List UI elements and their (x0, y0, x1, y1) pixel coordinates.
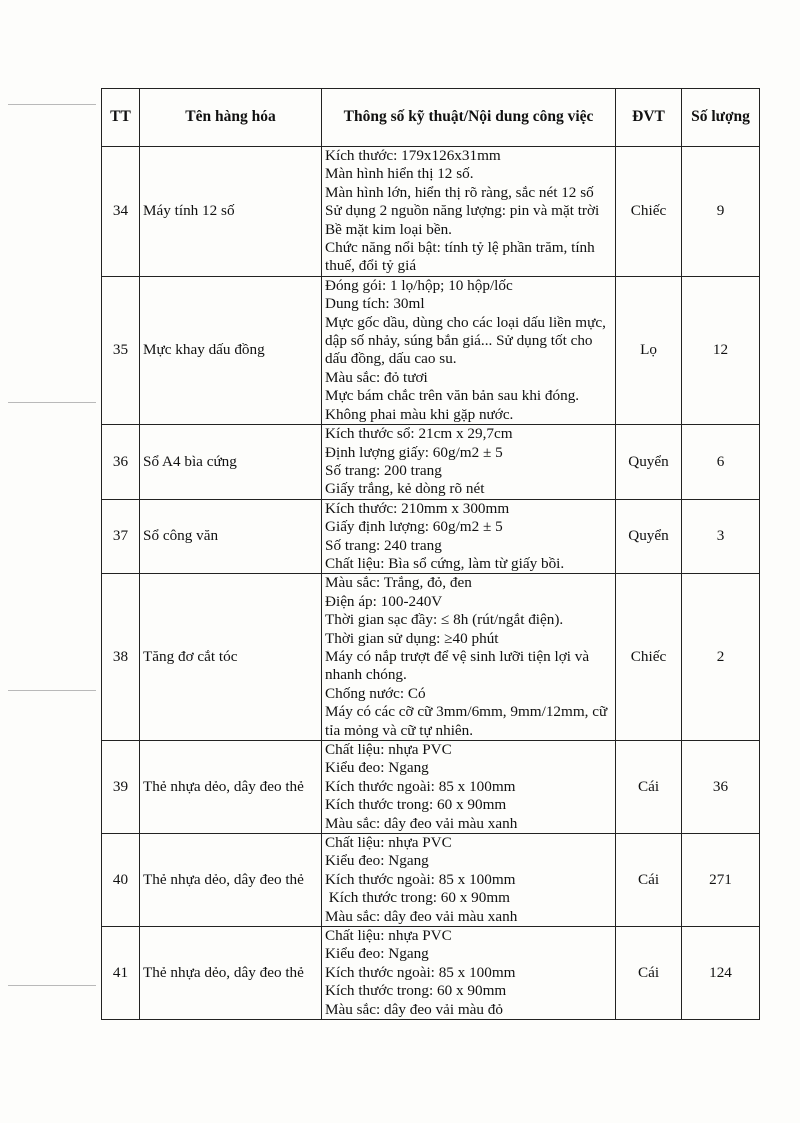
spec-line: Màn hình hiển thị 12 số. (325, 165, 474, 183)
spec-line: Kiểu đeo: Ngang (325, 945, 429, 963)
spec-line: Điện áp: 100-240V (325, 592, 443, 610)
spec-line: Máy có nắp trượt để vệ sinh lưỡi tiện lợi và nhanh chóng. (325, 647, 590, 684)
spec-line: Kích thước ngoài: 85 x 100mm (325, 777, 516, 795)
item-name: Mực khay dấu đồng (140, 276, 322, 424)
header-spec: Thông số kỹ thuật/Nội dung công việc (322, 89, 616, 147)
item-name: Thẻ nhựa dẻo, dây đeo thẻ (140, 927, 322, 1020)
item-unit: Quyển (616, 425, 682, 500)
item-name: Thẻ nhựa dẻo, dây đeo thẻ (140, 834, 322, 927)
spec-line: Máy có các cỡ cữ 3mm/6mm, 9mm/12mm, cữ tỉa mỏng và cữ tự nhiên. (325, 703, 608, 739)
spec-line: Màn hình lớn, hiển thị rõ ràng, sắc nét 12 số (325, 183, 594, 201)
spec-line: Chất liệu: Bìa sổ cứng, làm từ giấy bồi. (325, 554, 565, 572)
table-row (102, 834, 760, 927)
item-unit: Quyển (616, 499, 682, 574)
spec-line: Chất liệu: nhựa PVC (325, 927, 452, 945)
header-name: Tên hàng hóa (140, 89, 322, 147)
spec-line: Chức năng nổi bật: tính tỷ lệ phần trăm, tính thuế, đổi tỷ giá (325, 239, 595, 275)
spec-line: Kích thước trong: 60 x 90mm (325, 796, 507, 814)
spec-line: Định lượng giấy: 60g/m2 ± 5 (325, 443, 503, 461)
spec-line: Thời gian sạc đầy: ≤ 8h (rút/ngắt điện). (325, 611, 564, 629)
item-spec (322, 574, 616, 741)
item-spec (322, 425, 616, 500)
item-quantity: 6 (682, 425, 760, 500)
spec-line: Kích thước sổ: 21cm x 29,7cm (325, 425, 513, 443)
spec-line: Kích thước: 179x126x31mm (325, 147, 501, 164)
spec-line: Mực bám chắc trên văn bản sau khi đóng. Không phai màu khi gặp nước. (325, 387, 580, 423)
spec-line: Sử dụng 2 nguồn năng lượng: pin và mặt trời (325, 202, 600, 220)
item-name: Máy tính 12 số (140, 147, 322, 277)
row-number: 36 (102, 425, 140, 500)
item-unit: Chiếc (616, 574, 682, 741)
row-number: 39 (102, 741, 140, 834)
item-spec (322, 499, 616, 574)
item-quantity: 12 (682, 276, 760, 424)
spec-line: Màu sắc: đỏ tươi (325, 368, 428, 386)
row-number: 34 (102, 147, 140, 277)
spec-line: Kích thước: 210mm x 300mm (325, 499, 510, 517)
spec-line: Mực gốc dầu, dùng cho các loại dấu liền mực, dập số nhảy, súng bắn giá... Sử dụng tốt cho dấu đồng, dấu cao su. (325, 313, 606, 368)
item-unit: Lọ (616, 276, 682, 424)
goods-table (101, 88, 760, 1020)
spec-line: Kiểu đeo: Ngang (325, 759, 429, 777)
spec-line: Kích thước ngoài: 85 x 100mm (325, 963, 516, 981)
scan-artifact (8, 104, 96, 105)
spec-line: Giấy định lượng: 60g/m2 ± 5 (325, 518, 503, 536)
spec-line: Đóng gói: 1 lọ/hộp; 10 hộp/lốc (325, 276, 513, 294)
item-spec (322, 834, 616, 927)
spec-line: Dung tích: 30ml (325, 295, 425, 313)
item-quantity: 36 (682, 741, 760, 834)
spec-line: Màu sắc: Trắng, đỏ, đen (325, 574, 472, 592)
item-name: Thẻ nhựa dẻo, dây đeo thẻ (140, 741, 322, 834)
header-row (102, 89, 760, 147)
item-name: Sổ A4 bìa cứng (140, 425, 322, 500)
item-unit: Cái (616, 927, 682, 1020)
item-quantity: 2 (682, 574, 760, 741)
spec-line: Kích thước trong: 60 x 90mm (325, 889, 510, 907)
item-quantity: 9 (682, 147, 760, 277)
item-name: Sổ công văn (140, 499, 322, 574)
item-spec (322, 147, 616, 277)
row-number: 38 (102, 574, 140, 741)
item-quantity: 3 (682, 499, 760, 574)
item-name: Tăng đơ cắt tóc (140, 574, 322, 741)
item-quantity: 271 (682, 834, 760, 927)
item-spec (322, 276, 616, 424)
item-spec (322, 741, 616, 834)
spec-line: Kích thước trong: 60 x 90mm (325, 982, 507, 1000)
scan-artifact (8, 985, 96, 986)
table-row (102, 741, 760, 834)
spec-line: Số trang: 240 trang (325, 536, 442, 554)
header-unit: ĐVT (616, 89, 682, 147)
item-spec (322, 927, 616, 1020)
spec-line: Màu sắc: dây đeo vải màu đỏ (325, 1000, 503, 1018)
spec-line: Màu sắc: dây đeo vải màu xanh (325, 814, 518, 832)
spec-line: Chất liệu: nhựa PVC (325, 834, 452, 852)
table-row (102, 147, 760, 277)
spec-line: Số trang: 200 trang (325, 461, 442, 479)
scan-artifact (8, 690, 96, 691)
spec-line: Giấy trắng, kẻ dòng rõ nét (325, 480, 485, 498)
spec-line: Kích thước ngoài: 85 x 100mm (325, 870, 516, 888)
spec-line: Kiểu đeo: Ngang (325, 852, 429, 870)
item-unit: Cái (616, 741, 682, 834)
row-number: 37 (102, 499, 140, 574)
item-unit: Chiếc (616, 147, 682, 277)
table-row (102, 276, 760, 424)
table-row (102, 574, 760, 741)
table-row (102, 927, 760, 1020)
row-number: 35 (102, 276, 140, 424)
spec-line: Thời gian sử dụng: ≥40 phút (325, 629, 499, 647)
scan-artifact (8, 402, 96, 403)
row-number: 40 (102, 834, 140, 927)
header-qty: Số lượng (682, 89, 760, 147)
item-unit: Cái (616, 834, 682, 927)
spec-line: Bề mặt kim loại bền. (325, 220, 452, 238)
spec-line: Màu sắc: dây đeo vải màu xanh (325, 907, 518, 925)
item-quantity: 124 (682, 927, 760, 1020)
spec-line: Chống nước: Có (325, 684, 426, 702)
row-number: 41 (102, 927, 140, 1020)
table-row (102, 425, 760, 500)
header-no: TT (102, 89, 140, 147)
spec-line: Chất liệu: nhựa PVC (325, 741, 452, 758)
table-row (102, 499, 760, 574)
